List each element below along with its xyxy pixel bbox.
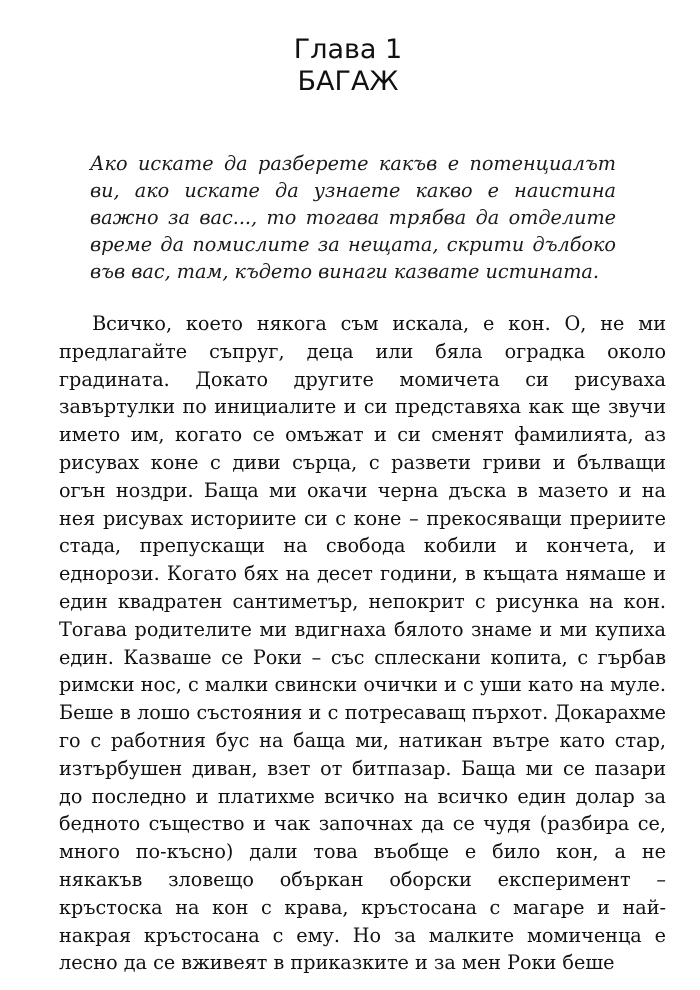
body-paragraph-text: Всичко, което някога съм искала, е кон. О, не ми предлагайте съпруг, деца или бяла оградка около градината. Докато другите момичета си рисуваха завъртулки по инициалите и си представяха как ще звучи името им, когато се омъжат и си сменят фамилията, аз рисувах коне с диви сърца, с развети гриви и бълващи огън ноздри. Баща ми окачи черна дъска в мазето и на нея рисувах историите си с коне – прекосяващи прериите стада, препускащи на свобода кобили и кончета, и еднорози. Когато бях на десет години, в къщата нямаше и един квадратен сантиметър, непокрит с рисунка на кон. Тогава родителите ми вдигнаха бялото знаме и ми купиха един. Казваше се Роки – със сплескани копита, с гърбав римски нос, с малки свински очички и с уши като на муле. Беше в лошо състояния и с потресаващ пърхот. Докарахме го с работния бус на баща ми, натикан вътре като стар, изтърбушен диван, взет от битпазар. Баща ми се пазари до последно и платихме всичко на всичко един долар за бедното същество и чак започнах да се чудя (разбира се, много по-късно) дали това въобще е било кон, а не някакъв зловещо объркан оборски експеримент – кръстоска на кон с крава, кръстосана с магаре и най-накрая кръстосана с ему. Но за малките момиченца е лесно да се вживеят в приказките и за мен Роки беше (59, 312, 666, 975)
epigraph-text: Ако искате да разберете какъв е потенциалът ви, ако искате да узнаете какво е наистина важно за вас..., то тогава трябва да отделите време да помислите за нещата, скрити дълбоко във вас, там, където винаги казвате истината. (90, 152, 616, 283)
body-paragraph (59, 310, 666, 977)
chapter-heading (0, 34, 696, 98)
chapter-number: Глава 1 (293, 34, 403, 65)
chapter-title: БАГАЖ (297, 66, 399, 97)
chapter-body (59, 310, 666, 977)
